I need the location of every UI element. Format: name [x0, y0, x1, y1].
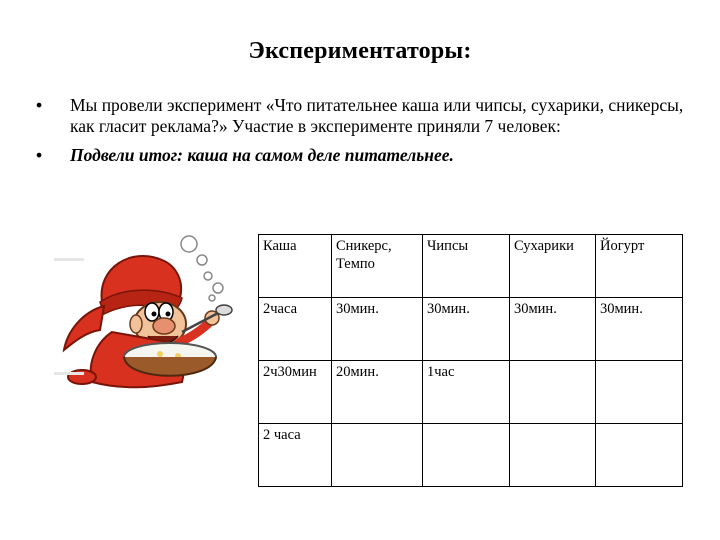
table-cell: 2ч30мин: [259, 361, 332, 424]
table-row: [259, 361, 683, 424]
steam-bubbles-icon: [181, 236, 223, 301]
table-cell: [596, 424, 683, 487]
table-cell: 1час: [423, 361, 510, 424]
bullet-list: [36, 95, 686, 174]
table-cell: [510, 424, 596, 487]
table-cell: [596, 361, 683, 424]
table-cell: [332, 424, 423, 487]
table-cell: Сникерс, Темпо: [332, 235, 423, 298]
bullet-text: Мы провели эксперимент «Что питательнее каша или чипсы, сухарики, сникерсы, как гласит реклама?» Участие в эксперименте приняли 7 человек:: [70, 95, 684, 136]
results-table: [258, 234, 683, 487]
table-row: [259, 424, 683, 487]
bullet-item: [36, 145, 686, 166]
table-cell: [510, 361, 596, 424]
table-cell: 20мин.: [332, 361, 423, 424]
table-cell: 2часа: [259, 298, 332, 361]
table-cell: Йогурт: [596, 235, 683, 298]
gnome-eating-porridge-icon: [42, 232, 247, 392]
bullet-item: [36, 95, 686, 137]
table-cell: 30мин.: [423, 298, 510, 361]
table-cell: 30мин.: [510, 298, 596, 361]
table-cell: [423, 424, 510, 487]
bullet-marker: •: [36, 95, 43, 115]
table-cell: 30мин.: [332, 298, 423, 361]
table-row: [259, 298, 683, 361]
slide-title: Экспериментаторы:: [248, 38, 472, 64]
table-cell: 2 часа: [259, 424, 332, 487]
table-cell: Каша: [259, 235, 332, 298]
conclusion-text: Подвели итог: каша на самом деле питательнее.: [70, 145, 454, 165]
table-cell: Сухарики: [510, 235, 596, 298]
table-cell: 30мин.: [596, 298, 683, 361]
bullet-marker: •: [36, 145, 43, 165]
table-cell: Чипсы: [423, 235, 510, 298]
table-row: [259, 235, 683, 298]
